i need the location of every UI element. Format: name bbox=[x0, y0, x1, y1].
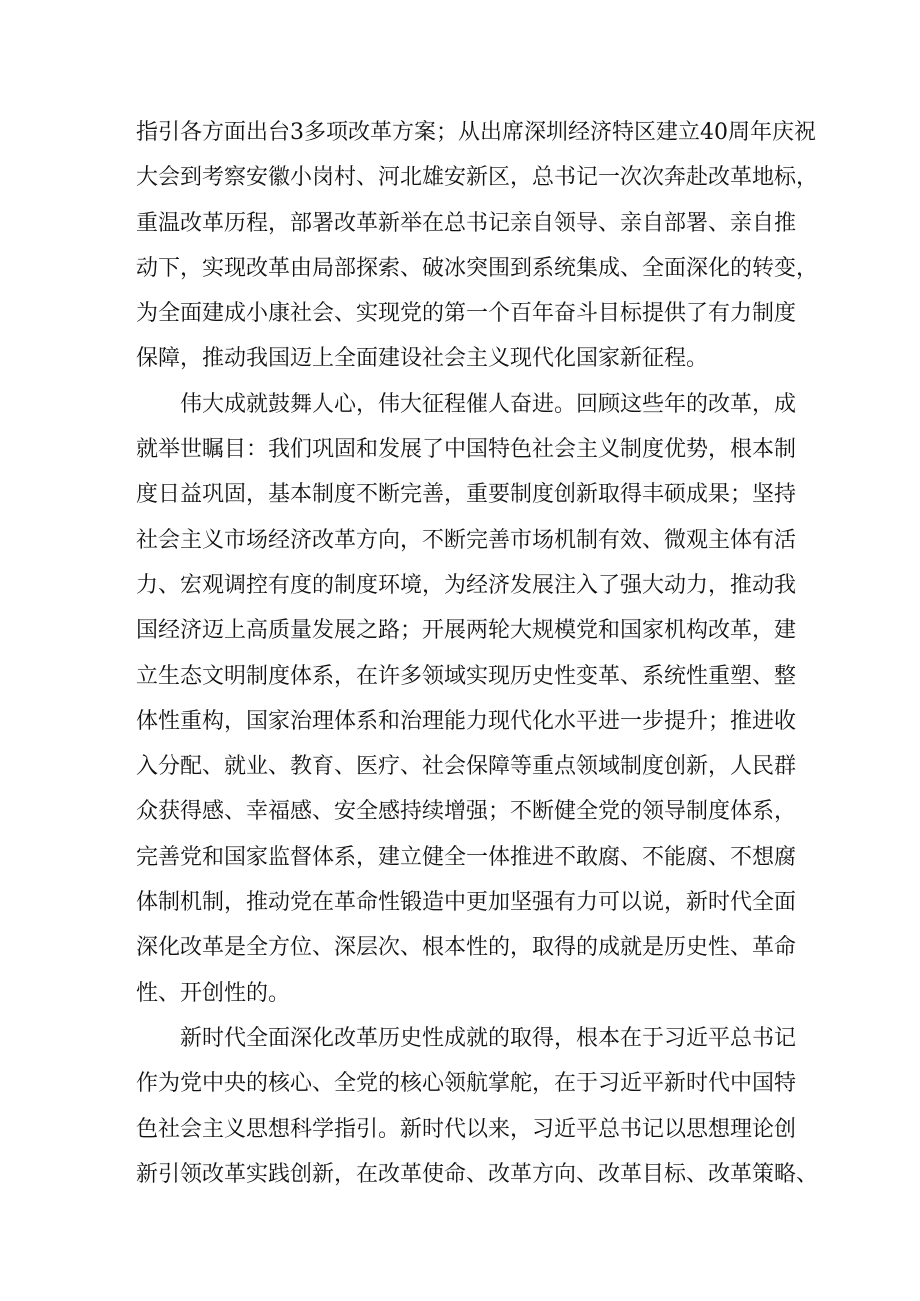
paragraph-2 bbox=[136, 382, 796, 1016]
text-line: 新时代全面深化改革历史性成就的取得，根本在于习近平总书记 bbox=[180, 1025, 797, 1051]
text-line: 深化改革是全方位、深层次、根本性的，取得的成就是历史性、革命 bbox=[136, 935, 797, 961]
text-line: 动下，实现改革由局部探索、破冰突围到系统集成、全面深化的转变， bbox=[136, 255, 819, 281]
text-line: 立生态文明制度体系，在许多领域实现历史性变革、系统性重塑、整 bbox=[136, 663, 797, 689]
text-line: 完善党和国家监督体系，建立健全一体推进不敢腐、不能腐、不想腐 bbox=[136, 844, 797, 870]
document-body bbox=[136, 110, 819, 1197]
text-line: 度日益巩固，基本制度不断完善，重要制度创新取得丰硕成果；坚持 bbox=[136, 482, 797, 508]
text-line: 社会主义市场经济改革方向，不断完善市场机制有效、微观主体有活 bbox=[136, 527, 797, 553]
text-line: 入分配、就业、教育、医疗、社会保障等重点领域制度创新，人民群 bbox=[136, 754, 797, 780]
text-line: 大会到考察安徽小岗村、河北雄安新区，总书记一次次奔赴改革地标， bbox=[136, 165, 819, 191]
paragraph-3 bbox=[136, 1016, 819, 1197]
text-line: 为全面建成小康社会、实现党的第一个百年奋斗目标提供了有力制度 bbox=[136, 301, 797, 327]
text-line: 就举世瞩目：我们巩固和发展了中国特色社会主义制度优势，根本制 bbox=[136, 437, 797, 463]
text-line: 体制机制，推动党在革命性锻造中更加坚强有力可以说，新时代全面 bbox=[136, 890, 797, 916]
text-line: 众获得感、幸福感、安全感持续增强；不断健全党的领导制度体系， bbox=[136, 799, 797, 825]
text-line: 色社会主义思想科学指引。新时代以来，习近平总书记以思想理论创 bbox=[136, 1116, 797, 1142]
text-line: 重温改革历程，部署改革新举在总书记亲自领导、亲自部署、亲自推 bbox=[136, 210, 797, 236]
text-line: 伟大成就鼓舞人心，伟大征程催人奋进。回顾这些年的改革，成 bbox=[180, 391, 797, 417]
text-line: 新引领改革实践创新，在改革使命、改革方向、改革目标、改革策略、 bbox=[136, 1161, 819, 1187]
text-line: 保障，推动我国迈上全面建设社会主义现代化国家新征程。 bbox=[136, 346, 709, 372]
text-line: 性、开创性的。 bbox=[136, 980, 291, 1006]
paragraph-1 bbox=[136, 110, 819, 382]
text-line: 作为党中央的核心、全党的核心领航掌舵，在于习近平新时代中国特 bbox=[136, 1071, 797, 1097]
text-line: 体性重构，国家治理体系和治理能力现代化水平进一步提升；推进收 bbox=[136, 708, 797, 734]
text-line: 指引各方面出台3多项改革方案；从出席深圳经济特区建立40周年庆祝 bbox=[136, 120, 816, 145]
text-line: 国经济迈上高质量发展之路；开展两轮大规模党和国家机构改革，建 bbox=[136, 618, 797, 644]
text-line: 力、宏观调控有度的制度环境，为经济发展注入了强大动力，推动我 bbox=[136, 572, 797, 598]
